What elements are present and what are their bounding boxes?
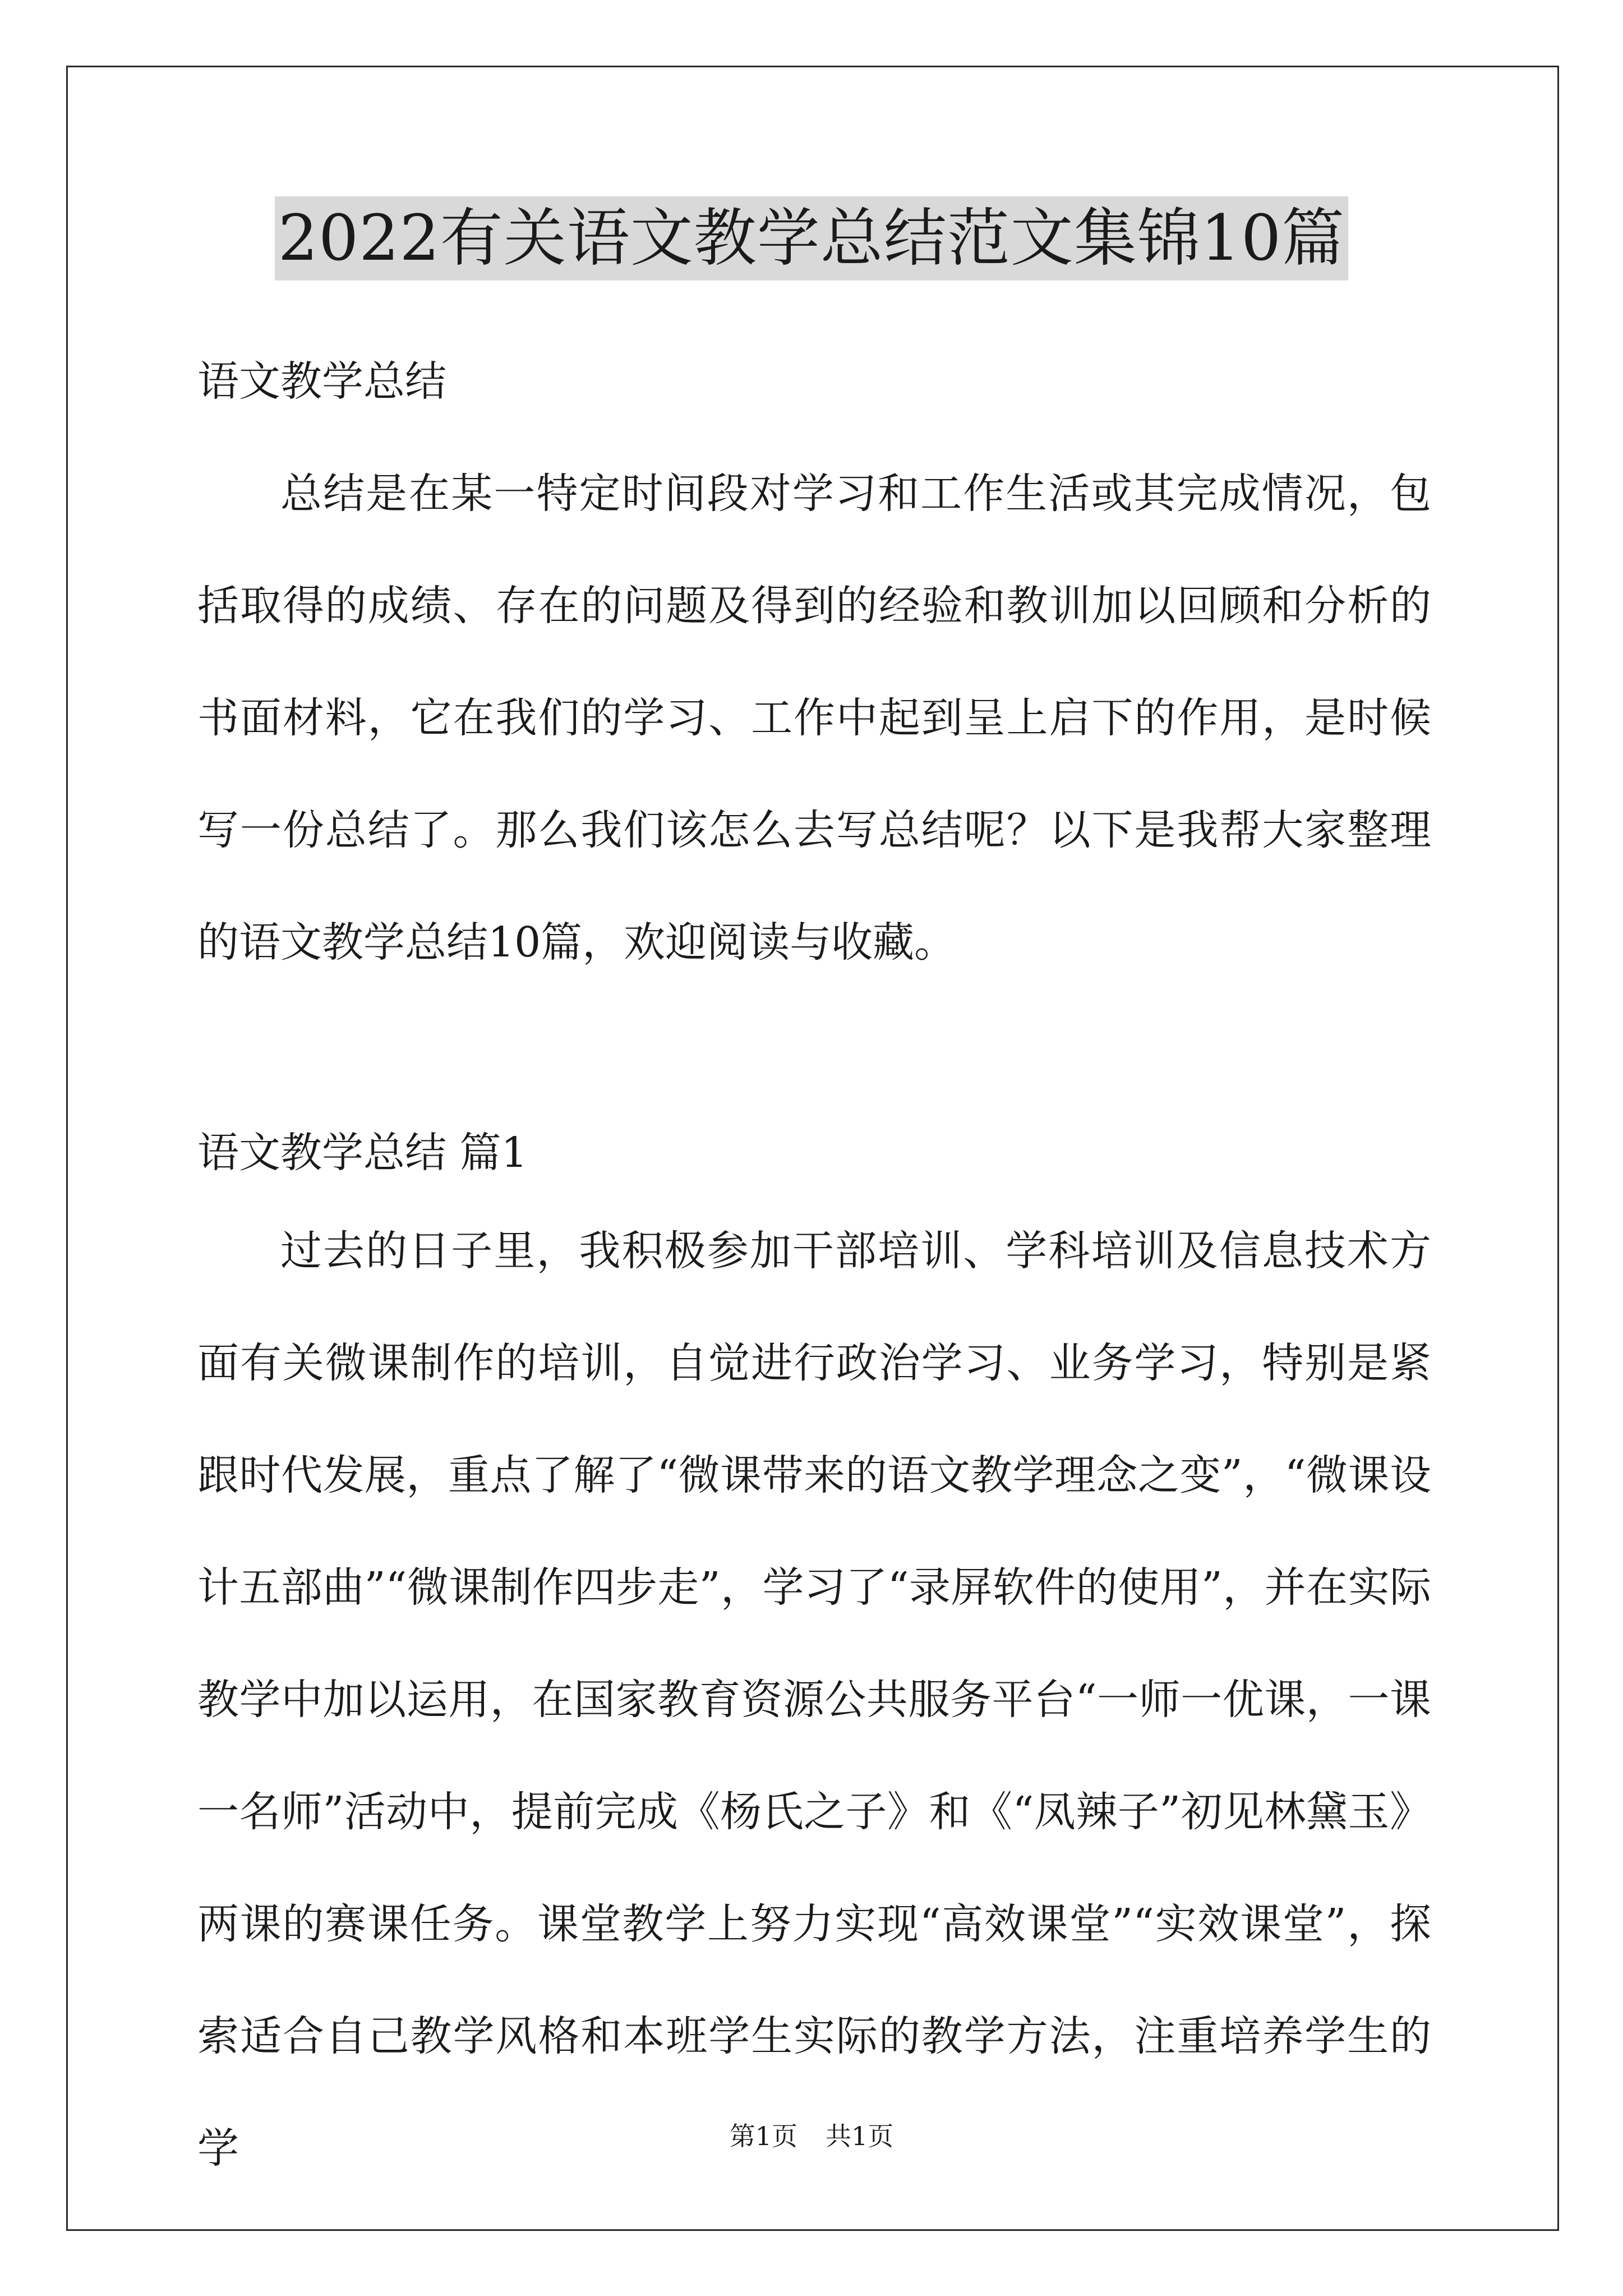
intro-paragraph: 总结是在某一特定时间段对学习和工作生活或其完成情况，包括取得的成绩、存在的问题及得到的经验和教训加以回顾和分析的书面材料，它在我们的学习、工作中起到呈上启下的作用，是时候写一份总结了。那么我们该怎么去写总结呢？以下是我帮大家整理的语文教学总结10篇，欢迎阅读与收藏。: [197, 470, 1431, 967]
section-paragraph: 过去的日子里，我积极参加干部培训、学科培训及信息技术方面有关微课制作的培训，自觉进行政治学习、业务学习，特别是紧跟时代发展，重点了解了“微课带来的语文教学理念之变”，“微课设计五部曲”“微课制作四步走”，学习了“录屏软件的使用”，并在实际教学中加以运用，在国家教育资源公共服务平台“一师一优课，一课一名师”活动中，提前完成《杨氏之子》和《“凤辣子”初见林黛玉》两课的赛课任务。课堂教学上努力实现“高效课堂”“实效课堂”，探索适合自己教学风格和本班学生实际的教学方法，注重培养学生的学: [197, 1227, 1431, 2173]
title-container: [0, 196, 1623, 280]
document-title: 2022有关语文教学总结范文集锦10篇: [275, 196, 1349, 280]
section-heading: 语文教学总结 篇1: [197, 1129, 528, 1177]
page-number-total: 共1页: [826, 2121, 894, 2151]
intro-heading: 语文教学总结: [197, 357, 446, 406]
page-footer: [0, 2119, 1623, 2153]
page-number-current: 第1页: [729, 2121, 797, 2151]
